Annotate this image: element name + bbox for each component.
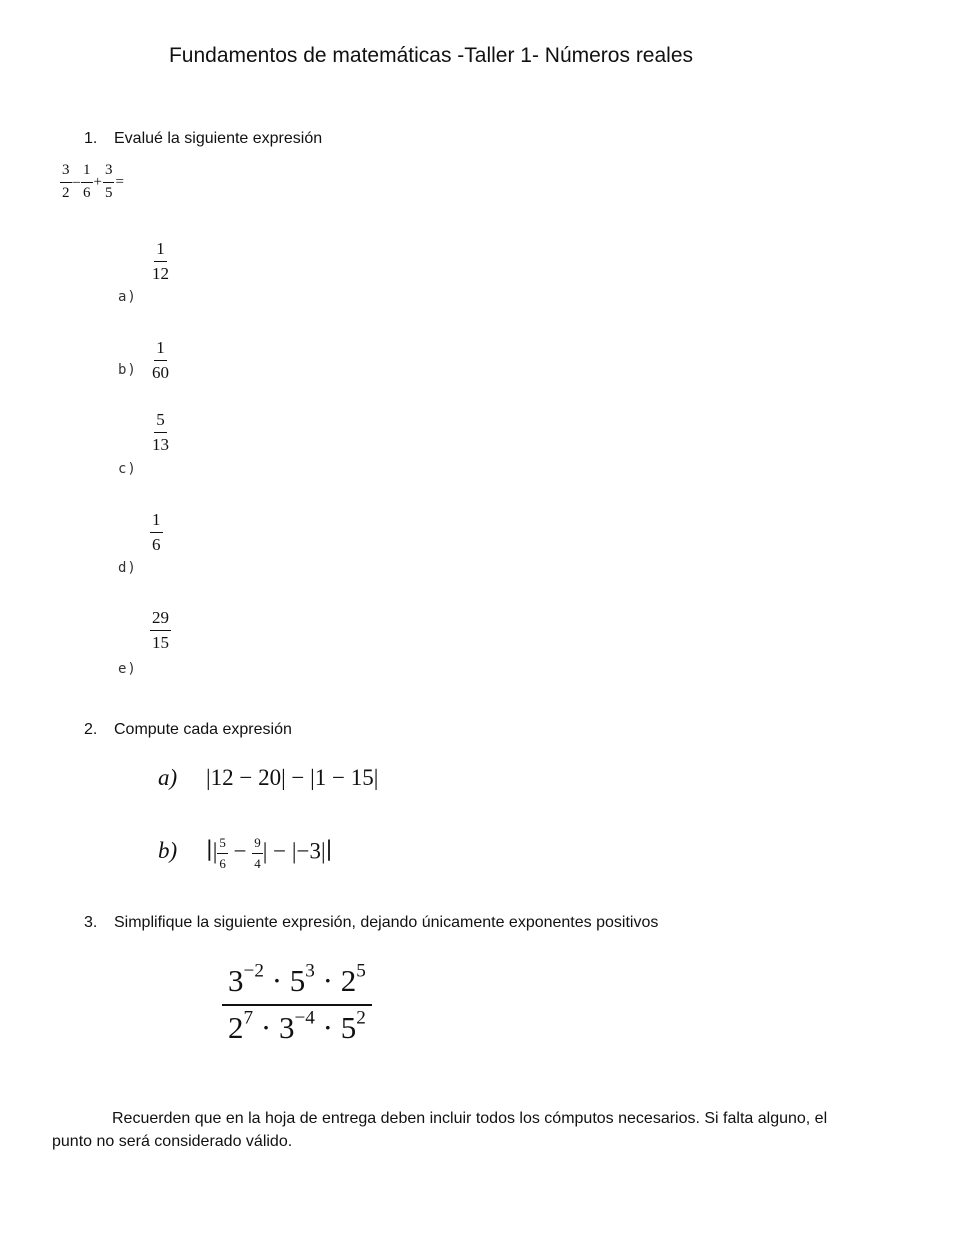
option-a-denominator: 12 [152, 263, 169, 283]
question-2b-fraction-1 [217, 836, 228, 870]
den-exp-1: 7 [243, 1007, 254, 1029]
question-2a-expression: |12 − 20| − |1 − 15| [206, 765, 379, 790]
expr-term-1-numerator: 3 [60, 163, 72, 183]
option-a-value [150, 240, 171, 283]
option-d-letter: d) [118, 560, 137, 576]
option-b-value [150, 339, 171, 382]
option-e-numerator: 29 [150, 609, 171, 631]
expr-plus: + [93, 173, 102, 190]
option-e-denominator: 15 [152, 632, 169, 652]
den-exp-2: −4 [294, 1007, 315, 1029]
den-dot-2: · [314, 1009, 341, 1045]
question-3-fraction [222, 960, 372, 1045]
question-2b-fraction-1-numerator: 5 [217, 836, 228, 854]
expr-term-1 [60, 163, 72, 202]
question-2b-close-bar: ∣ [325, 838, 333, 864]
expr-term-3 [103, 163, 115, 202]
num-base-1: 3 [228, 963, 244, 998]
den-base-1: 2 [228, 1009, 244, 1045]
expr-term-2-denominator: 6 [83, 184, 91, 201]
question-2b-fraction-2-denominator: 4 [254, 855, 261, 871]
option-b-denominator: 60 [152, 362, 169, 382]
option-c-value [150, 411, 171, 454]
option-d-value [150, 511, 163, 554]
question-2b-rest: | − |−3| [262, 838, 326, 864]
question-1-expression [60, 163, 125, 202]
option-b-letter: b) [118, 362, 137, 378]
question-1-heading [84, 130, 322, 148]
den-base-2: 3 [278, 1009, 295, 1045]
question-3-number: 3. [84, 914, 98, 931]
option-b-numerator: 1 [154, 339, 167, 361]
option-a-numerator: 1 [154, 240, 167, 262]
option-c-letter: c) [118, 461, 137, 477]
question-3-numerator [222, 960, 372, 1006]
option-c-numerator: 5 [154, 411, 167, 433]
expr-minus: – [72, 173, 80, 190]
num-base-3: 2 [340, 963, 357, 998]
question-2-number: 2. [84, 721, 98, 738]
option-c-denominator: 13 [152, 434, 169, 454]
num-dot-2: · [314, 963, 341, 998]
option-e-letter: e) [118, 661, 137, 677]
expr-term-3-denominator: 5 [104, 184, 113, 201]
question-3-prompt: Simplifique la siguiente expresión, dejando únicamente exponentes positivos [114, 914, 659, 931]
question-2b [158, 836, 332, 870]
closing-note-text: Recuerden que en la hoja de entrega deben incluir todos los cómputos necesarios. Si falta alguno, el punto no será considerado válido. [52, 1110, 828, 1151]
question-2b-fraction-2 [252, 836, 263, 870]
expr-term-3-numerator: 3 [103, 163, 115, 183]
question-1-number: 1. [84, 130, 98, 147]
question-3-denominator [222, 1006, 372, 1045]
expr-term-2 [81, 163, 93, 202]
question-2-prompt: Compute cada expresión [114, 721, 292, 738]
question-2b-label: b) [158, 838, 178, 864]
question-2b-open-bar: ∣| [206, 838, 218, 864]
den-dot-1: · [253, 1009, 279, 1045]
expr-term-2-numerator: 1 [81, 163, 93, 183]
den-exp-3: 2 [356, 1007, 366, 1029]
num-exp-2: 3 [305, 960, 315, 982]
question-2a-label: a) [158, 765, 178, 790]
question-2b-fraction-1-denominator: 6 [219, 855, 226, 871]
option-d-denominator: 6 [152, 534, 161, 554]
page-title: Fundamentos de matemáticas -Taller 1- Números reales [168, 44, 694, 67]
question-2a [158, 765, 378, 791]
num-base-2: 5 [289, 963, 306, 998]
expr-term-1-denominator: 2 [62, 184, 70, 201]
num-exp-1: −2 [243, 960, 264, 982]
expr-equals: = [115, 173, 124, 190]
den-base-3: 5 [340, 1009, 357, 1045]
question-2b-fraction-2-numerator: 9 [252, 836, 263, 854]
num-exp-3: 5 [356, 960, 366, 982]
option-e-value [150, 609, 171, 652]
option-d-numerator: 1 [150, 511, 163, 533]
question-1-prompt: Evalué la siguiente expresión [114, 130, 323, 147]
question-3-heading [84, 914, 658, 932]
question-2b-minus: − [233, 838, 247, 864]
question-2-heading [84, 721, 292, 739]
num-dot-1: · [263, 963, 290, 998]
closing-note [52, 1107, 832, 1153]
option-a-letter: a) [118, 289, 137, 305]
